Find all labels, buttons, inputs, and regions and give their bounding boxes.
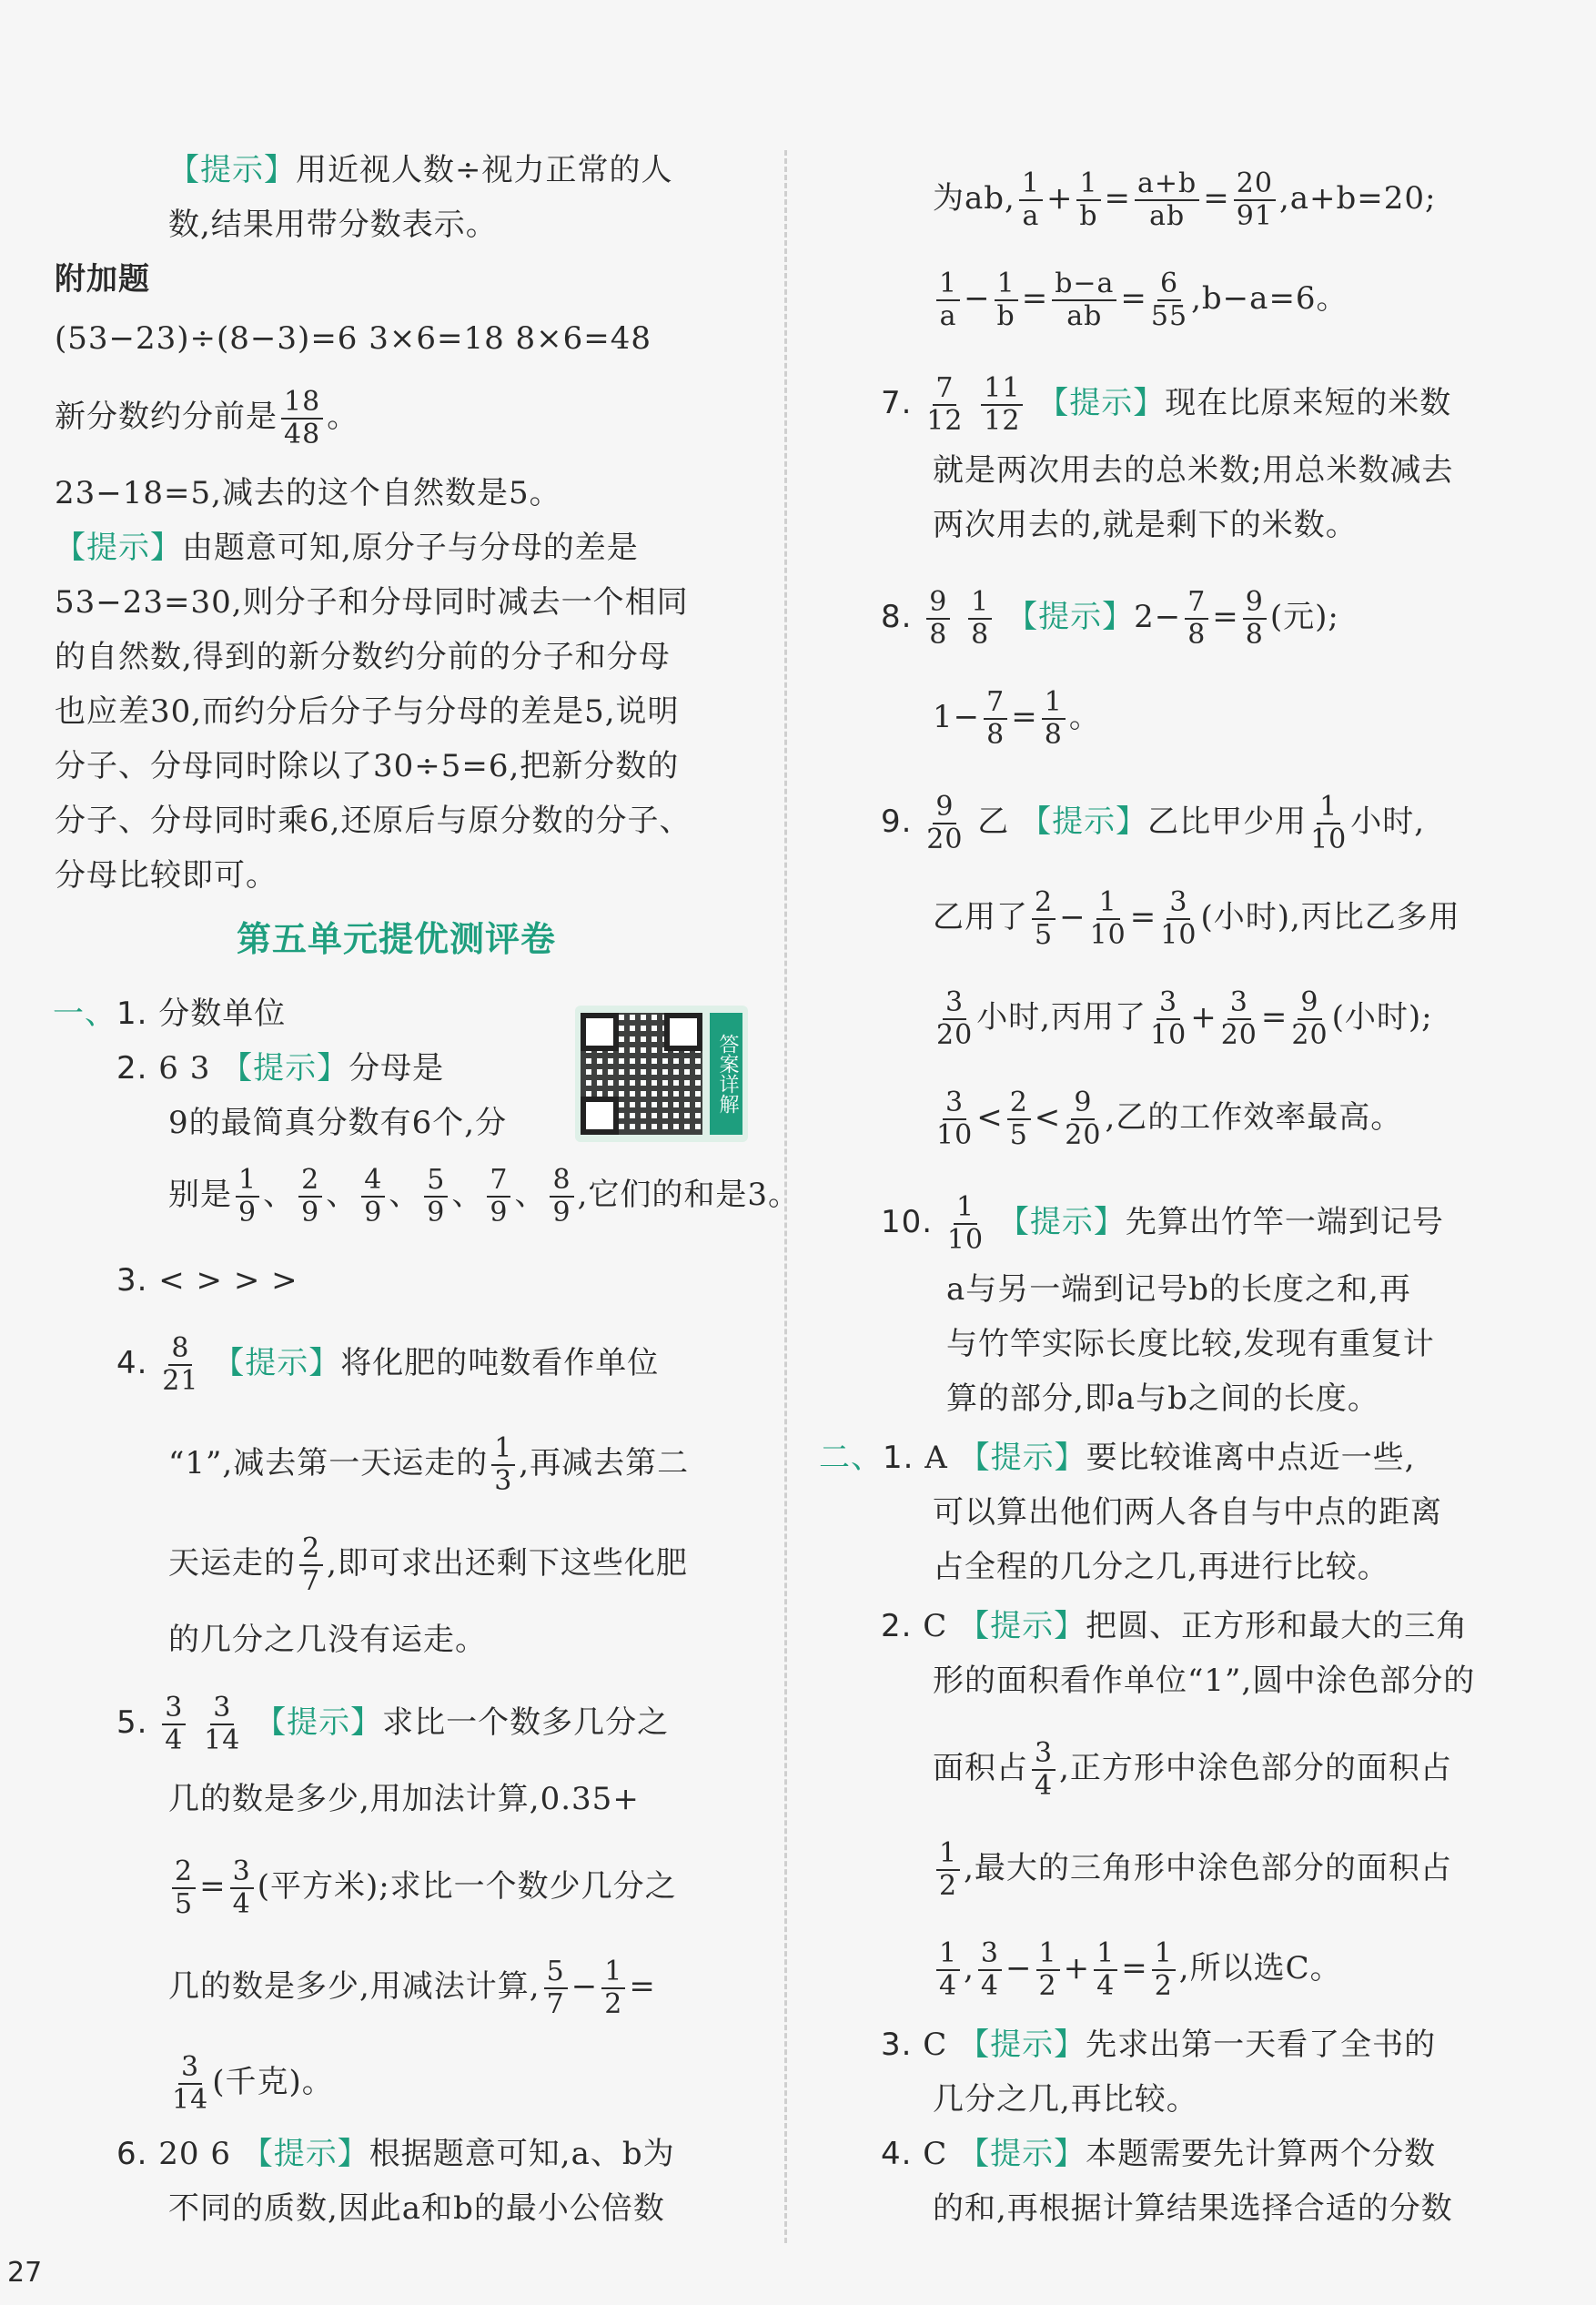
text-line: 也应差30,而约分后分子与分母的差是5,说明 [55,693,680,730]
calc-line: (53−23)÷(8−3)=6 3×6=18 8×6=48 [55,320,652,357]
section2-question-1: 二、1. A 【提示】要比较谁离中点近一些, [819,1440,1416,1476]
section2-question-3: 3. C 【提示】先求出第一天看了全书的 [881,2027,1437,2063]
text-line: 算的部分,即a与b之间的长度。 [946,1380,1379,1417]
text-line: 几的数是多少,用减法计算, $\frac{5}{7}$ − $\frac{1}{2}$ = [168,1956,656,2020]
text-line: 1− $\frac{7}{8}$ = $\frac{1}{8}$ 。 [933,686,1101,751]
question-5: 5. $\frac{3}{4}$ $\frac{3}{14}$ 【提示】求比一个数多几分之 [116,1692,670,1756]
text-line: 分子、分母同时除以了30÷5=6,把新分数的 [55,748,680,784]
question-6: 6. 20 6 【提示】根据题意可知,a、b为 [116,2136,675,2172]
question-2: 2. 6 3 【提示】分母是 [116,1050,445,1087]
qr-label: 答案详解 [710,1013,742,1135]
text-line: 形的面积看作单位“1”,圆中涂色部分的 [933,1663,1476,1699]
text-line: 53−23=30,则分子和分母同时减去一个相同 [55,584,689,621]
text-line: 不同的质数,因此a和b的最小公倍数 [168,2190,665,2227]
text-line: 9的最简真分数有6个,分 [168,1105,508,1141]
question-8: 8. $\frac{9}{8}$ $\frac{1}{8}$ 【提示】2− $\frac{7}{8}$ = $\frac{9}{8}$ (元); [881,586,1339,651]
text-line: 23−18=5,减去的这个自然数是5。 [55,475,561,511]
qr-finder [581,1097,619,1135]
text-line: 乙用了 $\frac{2}{5}$ − $\frac{1}{10}$ = $\frac{3}{10}$ (小时),丙比乙多用 [933,886,1460,951]
text-line: $\frac{2}{5}$ = $\frac{3}{4}$ (平方米);求比一个数少几分之 [168,1856,677,1920]
section2-question-4: 4. C 【提示】本题需要先计算两个分数 [881,2136,1437,2172]
qr-finder [581,1013,619,1051]
text-line: 占全程的几分之几,再进行比较。 [933,1549,1389,1585]
text-line: 分母比较即可。 [55,857,278,894]
text-line: 几分之几,再比较。 [933,2081,1198,2118]
text-line: $\frac{1}{2}$ ,最大的三角形中涂色部分的面积占 [933,1838,1452,1902]
question-1: 一、1. 分数单位 [53,996,287,1032]
text-line: 与竹竿实际长度比较,发现有重复计 [946,1326,1435,1362]
text-line: 新分数约分前是 $\frac{18}{48}$ 。 [55,386,359,450]
question-9: 9. $\frac{9}{20}$ 乙 【提示】乙比甲少用 $\frac{1}{10}$ 小时, [881,791,1426,855]
section-heading: 附加题 [55,261,150,298]
question-4: 4. $\frac{8}{21}$ 【提示】将化肥的吨数看作单位 [116,1332,660,1397]
question-3: 3. < > > > [116,1262,298,1299]
text-line: 数,结果用带分数表示。 [168,207,498,243]
text-line: 面积占 $\frac{3}{4}$ ,正方形中涂色部分的面积占 [933,1737,1452,1802]
question-7: 7. $\frac{7}{12}$ $\frac{11}{12}$ 【提示】现在比原来短的米数 [881,372,1452,437]
text-line: 的几分之几没有运走。 [168,1622,487,1658]
text-line: 的自然数,得到的新分数约分前的分子和分母 [55,639,671,675]
text-line: $\frac{1}{4}$ , $\frac{3}{4}$ − $\frac{1}{2}$ + $\frac{1}{4}$ = $\frac{1}{2}$ ,所以选C。 [933,1938,1342,2002]
page-number: 27 [7,2257,43,2289]
text-line: 别是 $\frac{1}{9}$ 、 $\frac{2}{9}$ 、 $\frac{4}{9}$ 、 $\frac{5}{9}$ 、 $\frac{7}{9}$ 、 $\frac{8}{9}$ ,它们的和是3。 [168,1164,801,1228]
text-line: 几的数是多少,用加法计算,0.35+ [168,1781,640,1817]
text-line: $\frac{1}{a}$ − $\frac{1}{b}$ = $\frac{b-a}{ab}$ = $\frac{6}{55}$ ,b−a=6。 [933,268,1349,332]
unit-title: 第五单元提优测评卷 [237,918,557,959]
text-line: 可以算出他们两人各自与中点的距离 [933,1494,1442,1531]
qr-finder [664,1013,702,1051]
text-line: $\frac{3}{10}$ < $\frac{2}{5}$ < $\frac{9}{20}$ ,乙的工作效率最高。 [936,1087,1403,1151]
question-10: 10. $\frac{1}{10}$ 【提示】先算出竹竿一端到记号 [881,1191,1444,1256]
text-line: “1”,减去第一天运走的 $\frac{1}{3}$ ,再减去第二 [168,1432,690,1497]
text-line: 两次用去的,就是剩下的米数。 [933,507,1358,543]
text-line: 就是两次用去的总米数;用总米数减去 [933,452,1454,489]
text-line: $\frac{3}{20}$ 小时,丙用了 $\frac{3}{10}$ + $\frac{3}{20}$ = $\frac{9}{20}$ (小时); [936,986,1433,1051]
text-line: 天运走的 $\frac{2}{7}$ ,即可求出还剩下这些化肥 [168,1532,688,1597]
text-line: 分子、分母同时乘6,还原后与原分数的分子、 [55,803,692,839]
text-line: $\frac{3}{14}$ (千克)。 [172,2051,334,2116]
text-line: a与另一端到记号b的长度之和,再 [946,1271,1411,1308]
text-line: 的和,再根据计算结果选择合适的分数 [933,2190,1453,2227]
text-line: 【提示】用近视人数÷视力正常的人 [168,152,673,188]
text-line: 为ab, $\frac{1}{a}$ + $\frac{1}{b}$ = $\frac{a+b}{ab}$ = $\frac{20}{91}$ ,a+b=20; [933,167,1437,232]
text-line: 【提示】由题意可知,原分子与分母的差是 [55,530,639,566]
section2-question-2: 2. C 【提示】把圆、正方形和最大的三角 [881,1608,1469,1644]
qr-code[interactable] [575,1006,748,1142]
